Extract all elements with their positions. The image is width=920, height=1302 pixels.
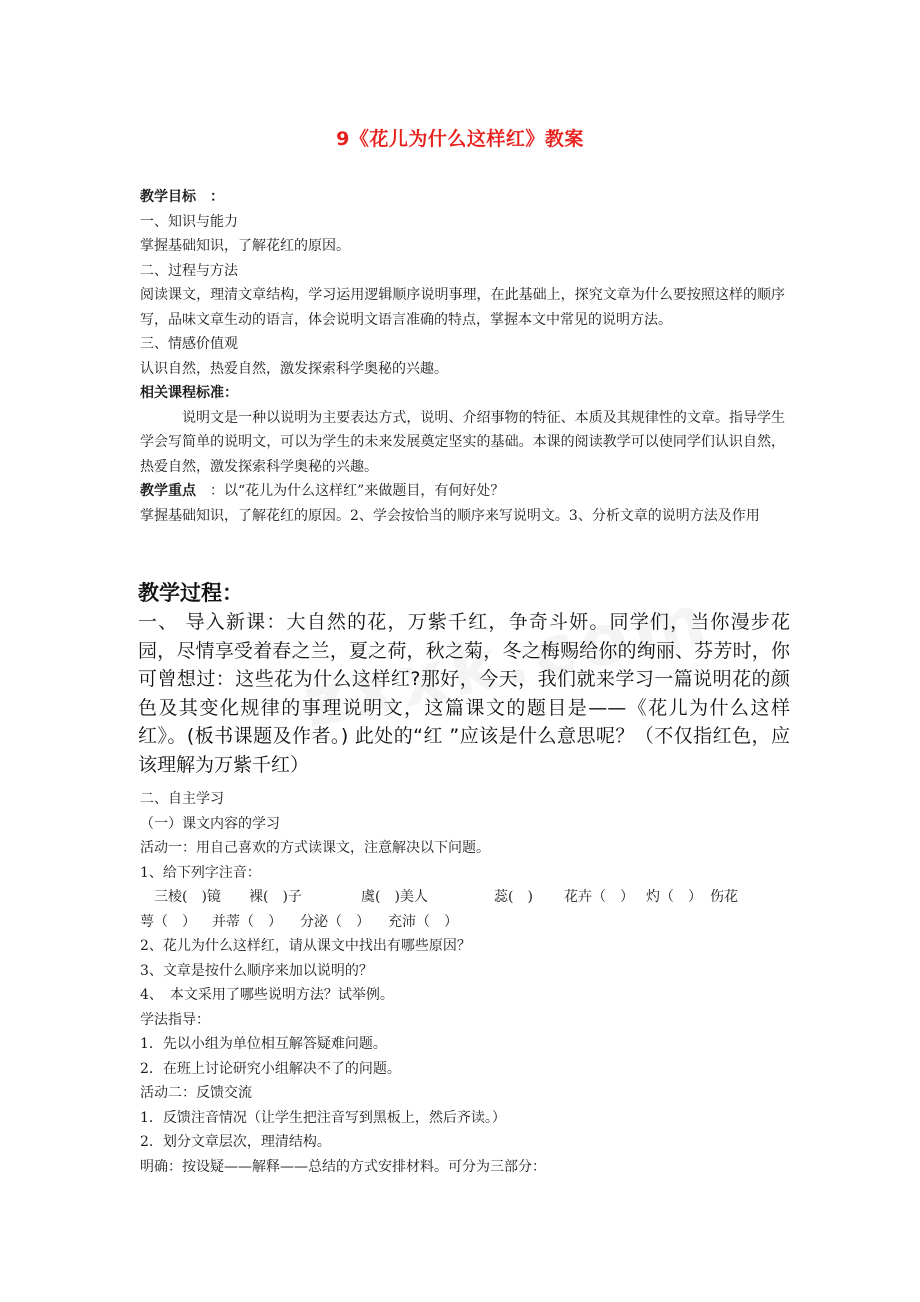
pinyin-item: 裸( )子 [249,889,302,905]
objective-3-text: 认识自然，热爱自然，激发探索科学奥秘的兴趣。 [140,360,448,377]
process-section [138,578,790,780]
pinyin-item: 并蒂（ ） [212,913,282,930]
pinyin-item: 虞( )美人 [361,889,428,905]
self-study-sub: （一）课文内容的学习 [140,815,280,832]
question-1: 1、给下列字注音： [140,864,261,881]
objectives-section [140,185,785,528]
process-intro: 一、 导入新课：大自然的花，万紫千红，争奇斗妍。同学们，当你漫步花园，尽情享受着春之兰，夏之荷，秋之菊，冬之梅赐给你的绚丽、芬芳时，你可曾想过：这些花为什么这样红?那好，今天，我们就来学习一篇说明花的颜色及其变化规律的事理说明文，这篇课文的题目是——《花儿为什么这样红》。(板书课题及作者。) 此处的“红 ”应该是什么意思呢？（不仅指红色，应该理解为万紫千红） [138,611,790,776]
standards-heading: 相关课程标准： [140,385,238,401]
objectives-heading: 教学目标 ： [140,189,224,205]
pinyin-item: 灼（ ） [646,889,702,905]
pinyin-item: 分泌（ ） [300,913,370,930]
question-4: 4、 本文采用了哪些说明方法？试举例。 [140,987,394,1003]
pinyin-item: 三棱( )镜 [154,889,221,905]
pinyin-row-1 [140,885,785,910]
study-guide-heading: 学法指导： [140,1011,210,1028]
activity-1: 活动一：用自己喜欢的方式读课文，注意解决以下问题。 [140,840,490,856]
activity-2-item-1: 1．反馈注音情况（让学生把注音写到黑板上，然后齐读。） [140,1109,506,1126]
focus-line [140,479,785,504]
guide-item-2: 2．在班上讨论研究小组解决不了的问题。 [140,1060,401,1077]
pinyin-item: 充沛（ ） [388,913,458,930]
focus-detail: 掌握基础知识，了解花红的原因。2、学会按恰当的顺序来写说明文。3、分析文章的说明方法及作用 [140,507,760,524]
activity-2-item-2: 2．划分文章层次，理清结构。 [140,1134,331,1150]
self-study-section [140,787,785,1179]
pinyin-item: 伤花 [710,889,738,905]
clarify-line: 明确：按设疑——解释——总结的方式安排材料。可分为三部分： [140,1158,546,1175]
question-3: 3、文章是按什么顺序来加以说明的？ [140,962,373,979]
objective-2-title: 二、过程与方法 [140,262,238,279]
focus-text: ：以“花儿为什么这样红”来做题目，有何好处？ [196,483,505,499]
objective-1-text: 掌握基础知识，了解花红的原因。 [140,238,350,254]
pinyin-item: 花卉（ ） [564,889,634,905]
self-study-title: 二、自主学习 [140,791,224,807]
standards-text: 说明文是一种以说明为主要表达方式，说明、介绍事物的特征、本质及其规律性的文章。指导学生学会写简单的说明文，可以为学生的未来发展奠定坚实的基础。本课的阅读教学可以使同学们认识自然，热爱自然，激发探索科学奥秘的兴趣。 [140,409,785,475]
page-title: 9《花儿为什么这样红》教案 [336,128,584,150]
objective-3-title: 三、情感价值观 [140,336,238,352]
guide-item-1: 1．先以小组为单位相互解答疑难问题。 [140,1036,387,1052]
objective-1-title: 一、知识与能力 [140,213,238,230]
focus-label: 教学重点 [140,483,196,499]
pinyin-item: 蕊( ) [494,889,533,905]
question-2: 2、花儿为什么这样红，请从课文中找出有哪些原因？ [140,938,471,954]
objective-2-text: 阅读课文，理清文章结构，学习运用逻辑顺序说明事理，在此基础上，探究文章为什么要按照这样的顺序写，品味文章生动的语言，体会说明文语言准确的特点，掌握本文中常见的说明方法。 [140,287,785,328]
process-heading: 教学过程： [138,581,243,605]
activity-2: 活动二：反馈交流 [140,1085,252,1101]
pinyin-row-2 [140,910,785,935]
pinyin-item: 萼（ ） [140,913,196,930]
